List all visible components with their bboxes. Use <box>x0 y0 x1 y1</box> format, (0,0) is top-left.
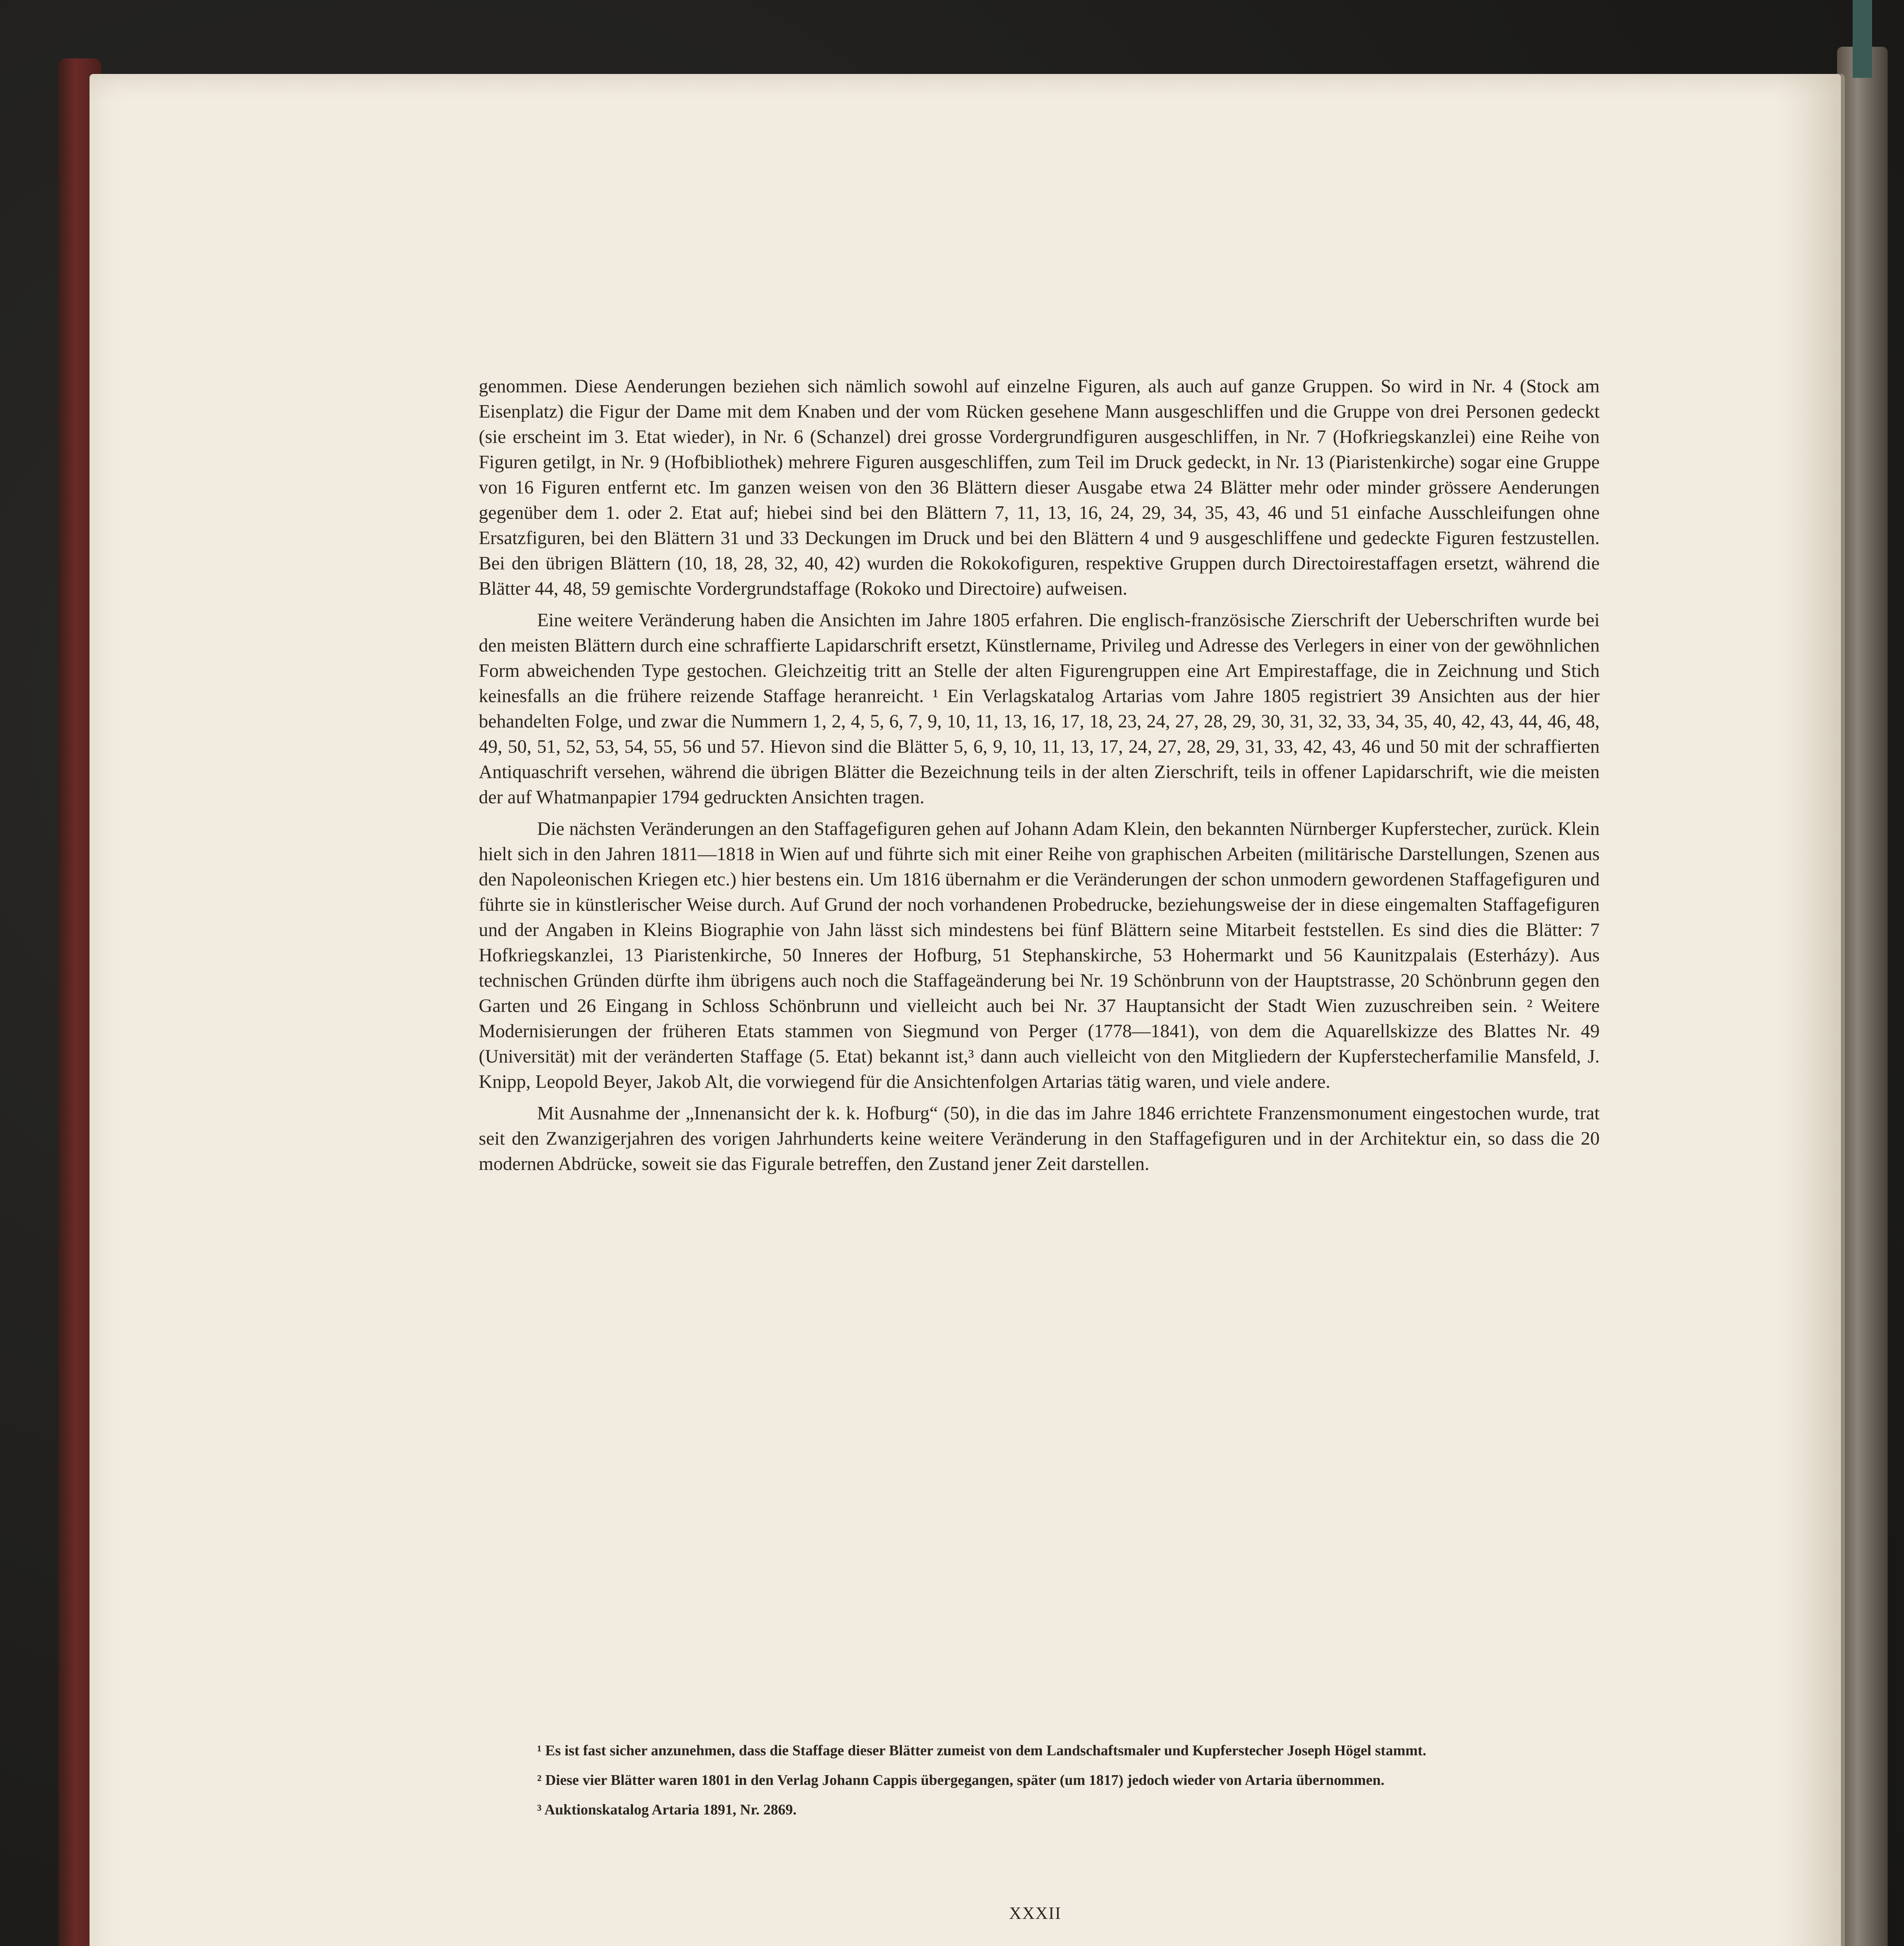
footnotes <box>479 1740 1600 1828</box>
footnote: ² Diese vier Blätter waren 1801 in den Verlag Johann Cappis übergegangen, später (um 1817) jedoch wieder von Artaria übernommen. <box>537 1772 1385 1788</box>
spine-marker <box>1853 0 1872 78</box>
body-text <box>479 374 1600 1183</box>
paragraph: Die nächsten Veränderungen an den Staffagefiguren gehen auf Johann Adam Klein, den bekannten Nürnberger Kupferstecher, zurück. Klein hielt sich in den Jahren 1811—1818 in Wien auf und führte sich mit einer Reihe von graphischen Arbeiten (militärische Darstellungen, Szenen aus den Napoleonischen Kriegen etc.) hier bestens ein. Um 1816 übernahm er die Veränderungen der schon unmodern gewordenen Staffagefiguren und führte sie in künstlerischer Weise durch. Auf Grund der noch vorhandenen Probedrucke, beziehungsweise der in diese eingemalten Staffagefiguren und der Angaben in Kleins Biographie von Jahn lässt sich mindestens bei fünf Blättern seine Mitarbeit feststellen. Es sind dies die Blätter: 7 Hofkriegskanzlei, 13 Piaristenkirche, 50 Inneres der Hofburg, 51 Stephanskirche, 53 Hohermarkt und 56 Kaunitzpalais (Esterházy). Aus technischen Gründen dürfte ihm übrigens auch noch die Staffageänderung bei Nr. 19 Schönbrunn von der Hauptstrasse, 20 Schönbrunn gegen den Garten und 26 Eingang in Schloss Schönbrunn und vielleicht auch bei Nr. 37 Hauptansicht der Stadt Wien zuzuschreiben sein. ² Weitere Modernisierungen der früheren Etats stammen von Siegmund von Perger (1778—1841), von dem die Aquarellskizze des Blattes Nr. 49 (Universität) mit der veränderten Staffage (5. Etat) bekannt ist,³ dann auch vielleicht von den Mitgliedern der Kupferstecherfamilie Mansfeld, J. Knipp, Leopold Beyer, Jakob Alt, die vorwiegend für die Ansichtenfolgen Artarias tätig waren, und viele andere. <box>479 818 1600 1092</box>
paragraph: genommen. Diese Aenderungen beziehen sich nämlich sowohl auf einzelne Figuren, als auch auf ganze Gruppen. So wird in Nr. 4 (Stock am Eisenplatz) die Figur der Dame mit dem Knaben und der vom Rücken gesehene Mann ausgeschliffen und die Gruppe von drei Personen gedeckt (sie erscheint im 3. Etat wieder), in Nr. 6 (Schanzel) drei grosse Vordergrundfiguren ausgeschliffen, in Nr. 7 (Hofkriegskanzlei) eine Reihe von Figuren getilgt, in Nr. 9 (Hofbibliothek) mehrere Figuren ausgeschliffen, zum Teil im Druck gedeckt, in Nr. 13 (Piaristenkirche) sogar eine Gruppe von 16 Figuren entfernt etc. Im ganzen weisen von den 36 Blättern dieser Ausgabe etwa 24 Blätter mehr oder minder grössere Aenderungen gegenüber dem 1. oder 2. Etat auf; hiebei sind bei den Blättern 7, 11, 13, 16, 24, 29, 34, 35, 43, 46 und 51 einfache Ausschleifungen ohne Ersatzfiguren, bei den Blättern 31 und 33 Deckungen im Druck und bei den Blättern 4 und 9 ausgeschliffene und gedeckte Figuren festzustellen. Bei den übrigen Blättern (10, 18, 28, 32, 40, 42) wurden die Rokokofiguren, respektive Gruppen durch Directoirestaffagen ersetzt, während die Blätter 44, 48, 59 gemischte Vordergrundstaffage (Rokoko und Directoire) aufweisen. <box>479 376 1600 599</box>
paragraph: Mit Ausnahme der „Innenansicht der k. k. Hofburg“ (50), in die das im Jahre 1846 errichtete Franzensmonument eingestochen wurde, trat seit den Zwanzigerjahren des vorigen Jahrhunderts keine weitere Veränderung in den Staffagefiguren und in der Architektur ein, so dass die 20 modernen Abdrücke, soweit sie das Figurale betreffen, den Zustand jener Zeit darstellen. <box>479 1103 1600 1174</box>
page-number: XXXII <box>1009 1904 1062 1923</box>
footnote: ³ Auktionskatalog Artaria 1891, Nr. 2869. <box>537 1802 797 1818</box>
footnote: ¹ Es ist fast sicher anzunehmen, dass die Staffage dieser Blätter zumeist von dem Landschaftsmaler und Kupferstecher Joseph Högel stammt. <box>537 1742 1426 1759</box>
page-gutter-shadow <box>1775 74 1845 1946</box>
paragraph: Eine weitere Veränderung haben die Ansichten im Jahre 1805 erfahren. Die englisch-französische Zierschrift der Ueberschriften wurde bei den meisten Blättern durch eine schraffierte Lapidarschrift ersetzt, Künstlername, Privileg und Adresse des Verlegers in einer von der gewöhnlichen Form abweichenden Type gestochen. Gleichzeitig tritt an Stelle der alten Figurengruppen eine Art Empirestaffage, die in Zeichnung und Stich keinesfalls an die frühere reizende Staffage heranreicht. ¹ Ein Verlagskatalog Artarias vom Jahre 1805 registriert 39 Ansichten aus der hier behandelten Folge, und zwar die Nummern 1, 2, 4, 5, 6, 7, 9, 10, 11, 13, 16, 17, 18, 23, 24, 27, 28, 29, 30, 31, 32, 33, 34, 35, 40, 42, 43, 44, 46, 48, 49, 50, 51, 52, 53, 54, 55, 56 und 57. Hievon sind die Blätter 5, 6, 9, 10, 11, 13, 17, 24, 27, 28, 29, 31, 33, 42, 43, 46 und 50 mit der schraffierten Antiquaschrift versehen, während die übrigen Blätter die Bezeichnung teils in der alten Zierschrift, teils in offener Lapidarschrift, wie die meisten der auf Whatmanpapier 1794 gedruckten Ansichten tragen. <box>479 610 1600 808</box>
